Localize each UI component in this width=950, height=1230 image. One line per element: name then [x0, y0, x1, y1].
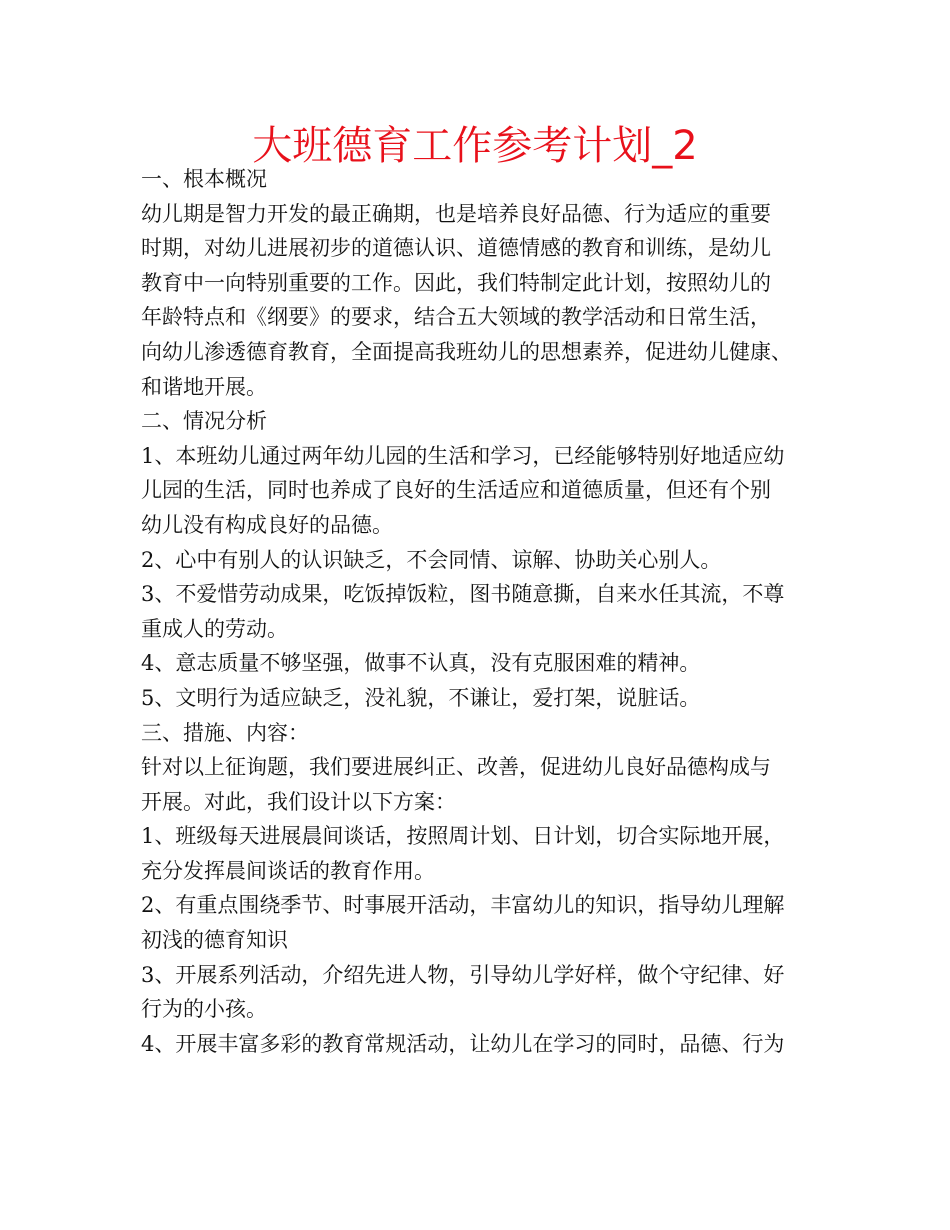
text-line: 4、意志质量不够坚强，做事不认真，没有克服困难的精神。 — [141, 651, 701, 676]
text-line: 三、措施、内容： — [141, 720, 309, 745]
text-line: 重成人的劳动。 — [141, 616, 288, 641]
text-line: 3、开展系列活动，介绍先进人物，引导幼儿学好样，做个守纪律、好 — [141, 962, 785, 987]
text-line: 4、开展丰富多彩的教育常规活动，让幼儿在学习的同时，品德、行为 — [141, 1031, 785, 1056]
text-line: 二、情况分析 — [141, 409, 267, 434]
document-title: 大班德育工作参考计划_2 — [252, 123, 698, 169]
document-body — [141, 162, 831, 1061]
text-line: 1、班级每天进展晨间谈话，按照周计划、日计划，切合实际地开展， — [141, 824, 785, 849]
text-line: 年龄特点和《纲要》的要求，结合五大领域的教学活动和日常生活， — [141, 305, 771, 330]
text-line: 2、心中有别人的认识缺乏，不会同情、谅解、协助关心别人。 — [141, 547, 722, 572]
text-line: 针对以上征询题，我们要进展纠正、改善，促进幼儿良好品德构成与 — [141, 755, 771, 780]
text-line: 充分发挥晨间谈话的教育作用。 — [141, 858, 435, 883]
text-line: 向幼儿渗透德育教育，全面提高我班幼儿的思想素养，促进幼儿健康、 — [141, 339, 792, 364]
text-line: 幼儿期是智力开发的最正确期，也是培养良好品德、行为适应的重要 — [141, 201, 771, 226]
text-line: 5、文明行为适应缺乏，没礼貌，不谦让，爱打架，说脏话。 — [141, 685, 701, 710]
text-line: 1、本班幼儿通过两年幼儿园的生活和学习，已经能够特别好地适应幼 — [141, 443, 785, 468]
text-line: 教育中一向特别重要的工作。因此，我们特制定此计划，按照幼儿的 — [141, 270, 771, 295]
text-line: 和谐地开展。 — [141, 374, 267, 399]
text-line: 儿园的生活，同时也养成了良好的生活适应和道德质量，但还有个别 — [141, 478, 771, 503]
text-line: 时期，对幼儿进展初步的道德认识、道德情感的教育和训练，是幼儿 — [141, 236, 771, 261]
text-line: 初浅的德育知识 — [141, 928, 288, 953]
text-line: 2、有重点围绕季节、时事展开活动，丰富幼儿的知识，指导幼儿理解 — [141, 893, 785, 918]
text-line: 幼儿没有构成良好的品德。 — [141, 512, 393, 537]
text-line: 一、根本概况 — [141, 167, 267, 191]
text-line: 开展。对此，我们设计以下方案： — [141, 789, 456, 814]
text-line: 行为的小孩。 — [141, 997, 267, 1022]
text-line: 3、不爱惜劳动成果，吃饭掉饭粒，图书随意撕，自来水任其流，不尊 — [141, 582, 785, 607]
